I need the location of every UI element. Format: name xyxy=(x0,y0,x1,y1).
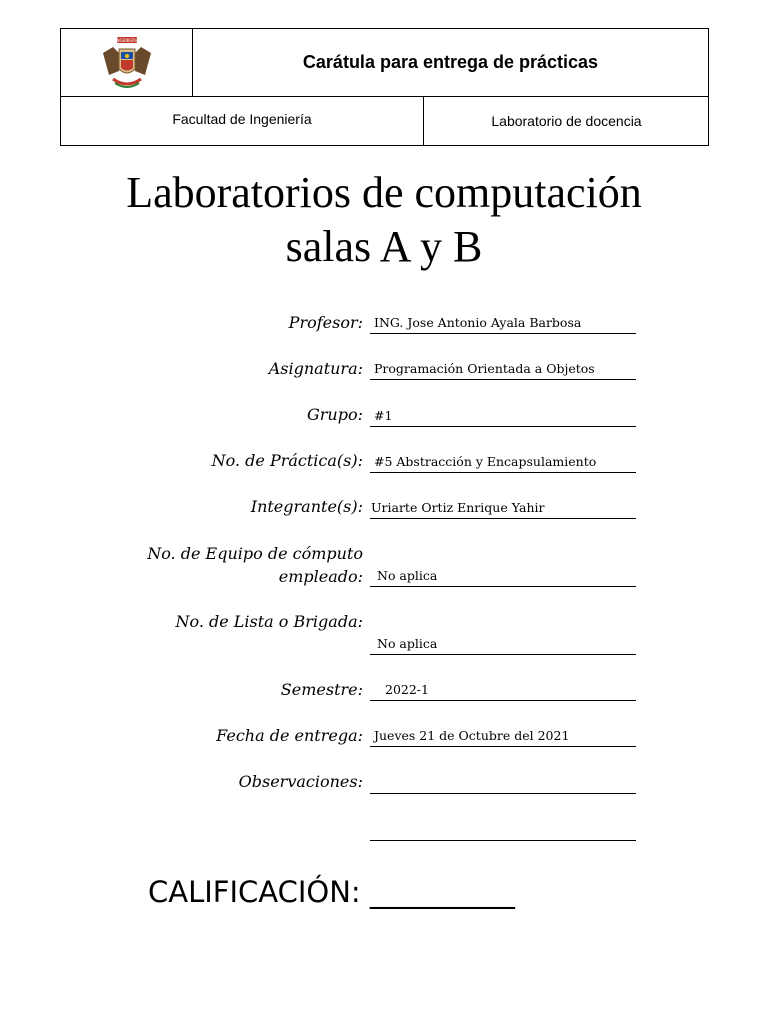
unam-engineering-logo-icon xyxy=(99,35,155,91)
practica-label: No. de Práctica(s): xyxy=(211,451,363,470)
logo-cell xyxy=(61,29,193,96)
lista-field[interactable]: No aplica xyxy=(370,634,636,655)
lab-name: Laboratorio de docencia xyxy=(491,113,642,129)
header-table xyxy=(60,28,709,146)
header-row-top xyxy=(61,29,708,97)
observaciones-field[interactable] xyxy=(370,773,636,794)
integrantes-label: Integrante(s): xyxy=(250,497,363,516)
equipo-label-line2: empleado: xyxy=(278,567,363,586)
asignatura-field[interactable]: Programación Orientada a Objetos xyxy=(370,359,636,380)
grupo-field[interactable]: #1 xyxy=(370,406,636,427)
main-title-line2: salas A y B xyxy=(285,222,483,271)
main-title-line1: Laboratorios de computación xyxy=(126,168,642,217)
header-row-bottom xyxy=(61,97,708,145)
grupo-label: Grupo: xyxy=(307,405,363,424)
main-title xyxy=(0,166,768,274)
profesor-label: Profesor: xyxy=(288,313,363,332)
asignatura-label: Asignatura: xyxy=(268,359,363,378)
semestre-field[interactable]: 2022-1 xyxy=(370,680,636,701)
fecha-label: Fecha de entrega: xyxy=(216,726,363,745)
document-type-title: Carátula para entrega de prácticas xyxy=(302,52,599,72)
grade-blank[interactable]: __________ xyxy=(369,875,515,909)
semestre-label: Semestre: xyxy=(280,680,363,699)
svg-text:INGENIERIA: INGENIERIA xyxy=(114,37,139,43)
practica-field[interactable]: #5 Abstracción y Encapsulamiento xyxy=(370,452,636,473)
lista-label: No. de Lista o Brigada: xyxy=(175,612,363,631)
observaciones-field-line2[interactable] xyxy=(370,820,636,841)
equipo-label-line1: No. de Equipo de cómputo xyxy=(147,544,363,563)
profesor-field[interactable]: ING. Jose Antonio Ayala Barbosa xyxy=(370,313,636,334)
integrantes-field[interactable]: Uriarte Ortiz Enrique Yahir xyxy=(370,498,636,519)
grade-label: CALIFICACIÓN: xyxy=(148,875,361,909)
equipo-field[interactable]: No aplica xyxy=(370,566,636,587)
fecha-field[interactable]: Jueves 21 de Octubre del 2021 xyxy=(370,726,636,747)
faculty-name: Facultad de Ingeniería xyxy=(61,97,424,145)
observaciones-label: Observaciones: xyxy=(238,772,363,791)
grade-line xyxy=(148,875,515,909)
